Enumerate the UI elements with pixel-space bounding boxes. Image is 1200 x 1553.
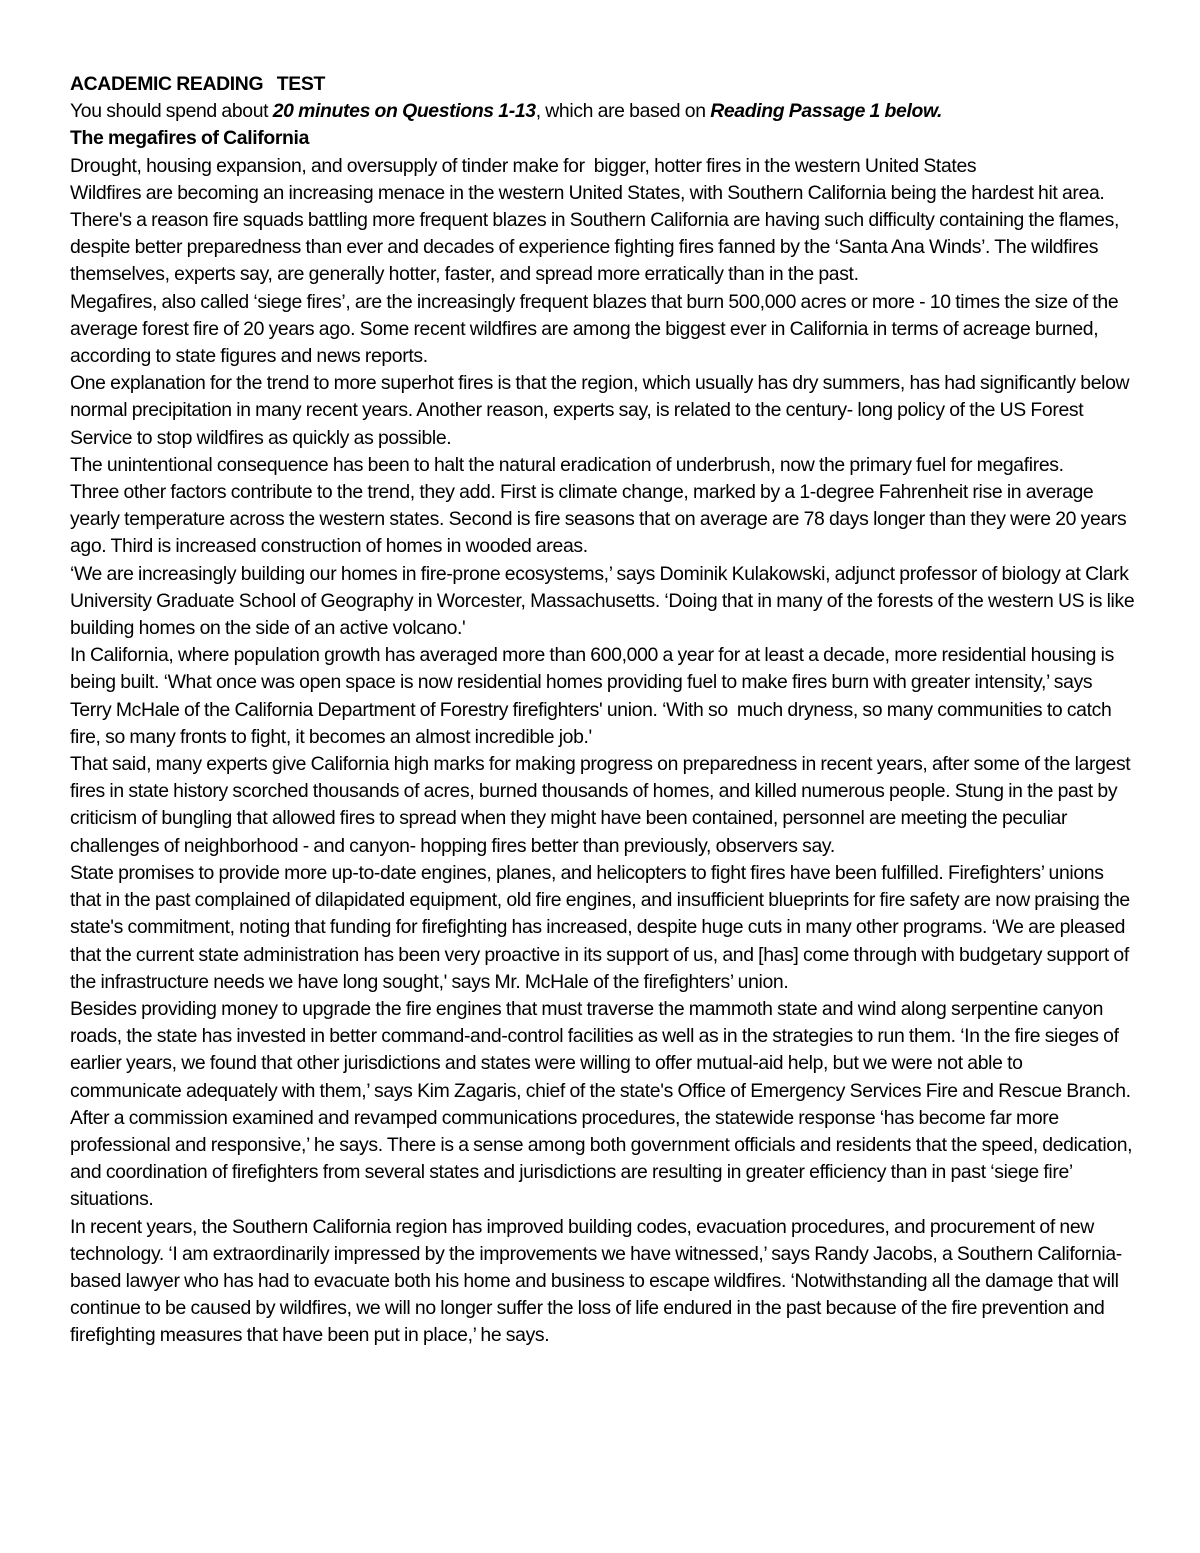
paragraph-11: After a commission examined and revamped communications procedures, the statewide response ‘has become far more professional and responsive,’ he says. There is a sense among both government officials and residents that the speed, dedication, and coordination of firefighters from several states and jurisdictions are resulting in greater efficiency than in past ‘siege fire’ situations.	[70, 1106, 1133, 1211]
instructions	[70, 98, 1136, 125]
test-title: ACADEMIC READING TEST	[70, 73, 325, 95]
instruction-time-emphasis: 20 minutes on Questions 1-13	[272, 100, 536, 123]
paragraph-9: State promises to provide more up-to-date engines, planes, and helicopters to fight fires have been fulfilled. Firefighters’ unions that in the past complained of dilapidated equipment, old fire engines, and insufficient blueprints for fire safety are now praising the state's commitment, noting that funding for firefighting has increased, despite huge cuts in many other programs. ‘We are pleased that the current state administration has been very proactive in its support of us, and [has] come through with budgetary support of the infrastructure needs we have long sought,' says Mr. McHale of the firefighters’ union.	[70, 861, 1130, 993]
paragraph-2: Megafires, also called ‘siege fires’, are the increasingly frequent blazes that burn 500,000 acres or more - 10 times the size of the average forest fire of 20 years ago. Some recent wildfires are among the biggest ever in California in terms of acreage burned, according to state figures and news reports.	[70, 290, 1119, 368]
paragraph-7: In California, where population growth has averaged more than 600,000 a year for at least a decade, more residential housing is being built. ‘What once was open space is now residential homes providing fuel to make fires burn with greater intensity,’ says Terry McHale of the California Department of Forestry firefighters' union. ‘With so much dryness, so many communities to catch fire, so many fronts to fight, it becomes an almost incredible job.'	[70, 644, 1119, 748]
paragraph-5: Three other factors contribute to the trend, they add. First is climate change, marked by a 1-degree Fahrenheit rise in average yearly temperature across the western states. Second is fire seasons that on average are 78 days longer than they were 20 years ago. Third is increased construction of homes in wooded areas.	[70, 481, 1127, 558]
instruction-text-2: , which are based on	[535, 100, 711, 123]
instruction-text-1: You should spend about	[70, 100, 273, 123]
paragraph-3: One explanation for the trend to more superhot fires is that the region, which usually has dry summers, has had significantly below normal precipitation in many recent years. Another reason, experts say, is related to the century- long policy of the US Forest Service to stop wildfires as quickly as possible.	[70, 372, 1130, 449]
paragraph-1: Wildfires are becoming an increasing menace in the western United States, with Southern California being the hardest hit area. There's a reason fire squads battling more frequent blazes in Southern California are having such difficulty containing the flames, despite better preparedness than ever and decades of experience fighting fires fanned by the ‘Santa Ana Winds’. The wildfires themselves, experts say, are generally hotter, faster, and spread more erratically than in the past.	[70, 181, 1119, 286]
paragraph-12: In recent years, the Southern California region has improved building codes, evacuation procedures, and procurement of new technology. ‘I am extraordinarily impressed by the improvements we have witnessed,’ says Randy Jacobs, a Southern California- based lawyer who has had to evacuate both his home and business to escape wildfires. ‘Notwithstanding all the damage that will continue to be caused by wildfires, we will no longer suffer the loss of life endured in the past because of the fire prevention and firefighting measures that have been put in place,’ he says.	[70, 1215, 1122, 1347]
passage-subtitle: Drought, housing expansion, and oversupply of tinder make for bigger, hotter fires in the western United States	[70, 154, 977, 177]
document-page	[70, 71, 1136, 1350]
instruction-passage-emphasis: Reading Passage 1 below.	[710, 100, 943, 123]
paragraph-8: That said, many experts give California high marks for making progress on preparedness in recent years, after some of the largest fires in state history scorched thousands of acres, burned thousands of homes, and killed numerous people. Stung in the past by criticism of bungling that allowed fires to spread when they might have been contained, personnel are meeting the peculiar challenges of neighborhood - and canyon- hopping fires better than previously, observers say.	[70, 753, 1131, 857]
paragraph-4: The unintentional consequence has been to halt the natural eradication of underbrush, now the primary fuel for megafires.	[70, 453, 1064, 476]
paragraph-6: ‘We are increasingly building our homes in fire-prone ecosystems,’ says Dominik Kulakowski, adjunct professor of biology at Clark University Graduate School of Geography in Worcester, Massachusetts. ‘Doing that in many of the forests of the western US is like building homes on the side of an active volcano.'	[70, 562, 1135, 640]
paragraph-10: Besides providing money to upgrade the fire engines that must traverse the mammoth state and wind along serpentine canyon roads, the state has invested in better command-and-control facilities as well as in the strategies to run them. ‘In the fire sieges of earlier years, we found that other jurisdictions and states were willing to offer mutual-aid help, but we were not able to communicate adequately with them,’ says Kim Zagaris, chief of the state's Office of Emergency Services Fire and Rescue Branch.	[70, 997, 1131, 1102]
passage-title: The megafires of California	[70, 127, 310, 150]
